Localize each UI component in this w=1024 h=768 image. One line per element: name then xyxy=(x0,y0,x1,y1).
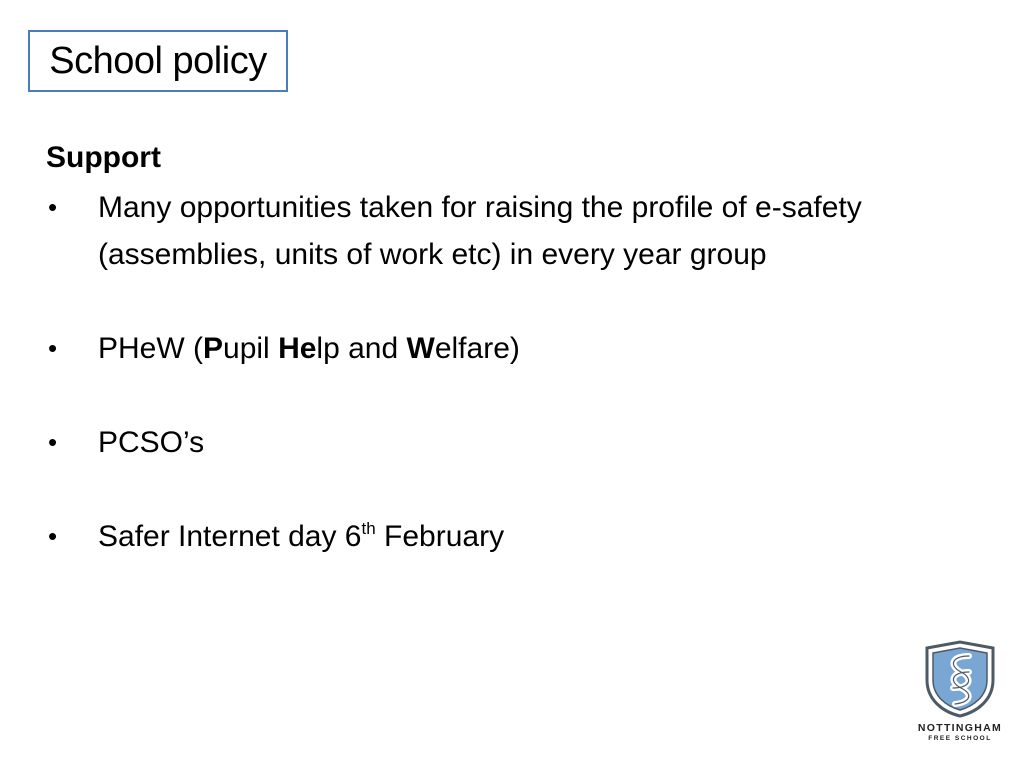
bullet-text xyxy=(98,325,926,372)
bullet-item-phew xyxy=(46,325,926,372)
bullet-text-bold: W xyxy=(406,332,435,365)
bullet-text-part: PHeW ( xyxy=(98,332,203,365)
bullet-text-part: February xyxy=(375,520,505,553)
bullet-text-bold: He xyxy=(278,332,317,365)
logo-subtitle: FREE SCHOOL xyxy=(928,735,992,742)
bullet-item-opportunities xyxy=(46,184,926,278)
bullet-item-pcso xyxy=(46,419,926,466)
ordinal-suffix: th xyxy=(361,519,376,539)
section-heading: Support xyxy=(46,141,161,174)
bullet-mark: • xyxy=(48,192,58,222)
slide-content xyxy=(46,138,926,560)
school-logo xyxy=(910,640,1010,746)
bullet-mark: • xyxy=(48,333,58,363)
logo-name: NOTTINGHAM xyxy=(917,722,1003,734)
bullet-text: Many opportunities taken for raising the profile of e-safety (assemblies, units of work etc) in every year group xyxy=(98,191,862,271)
slide-title: School policy xyxy=(49,40,267,82)
bullet-text-part: Safer Internet day 6 xyxy=(98,520,362,553)
bullet-text xyxy=(98,513,926,560)
bullet-text-part: lp and xyxy=(316,332,407,365)
bullet-text: PCSO’s xyxy=(98,426,205,459)
bullet-text-part: upil xyxy=(223,332,279,365)
bullet-mark: • xyxy=(48,427,58,457)
bullet-item-safer-internet-day xyxy=(46,513,926,560)
bullet-mark: • xyxy=(48,521,58,551)
bullet-text-bold: P xyxy=(203,332,224,365)
bullet-text-part: elfare) xyxy=(434,332,520,365)
bullet-list xyxy=(46,184,926,560)
shield-icon xyxy=(921,640,999,718)
slide-title-box xyxy=(28,30,288,92)
